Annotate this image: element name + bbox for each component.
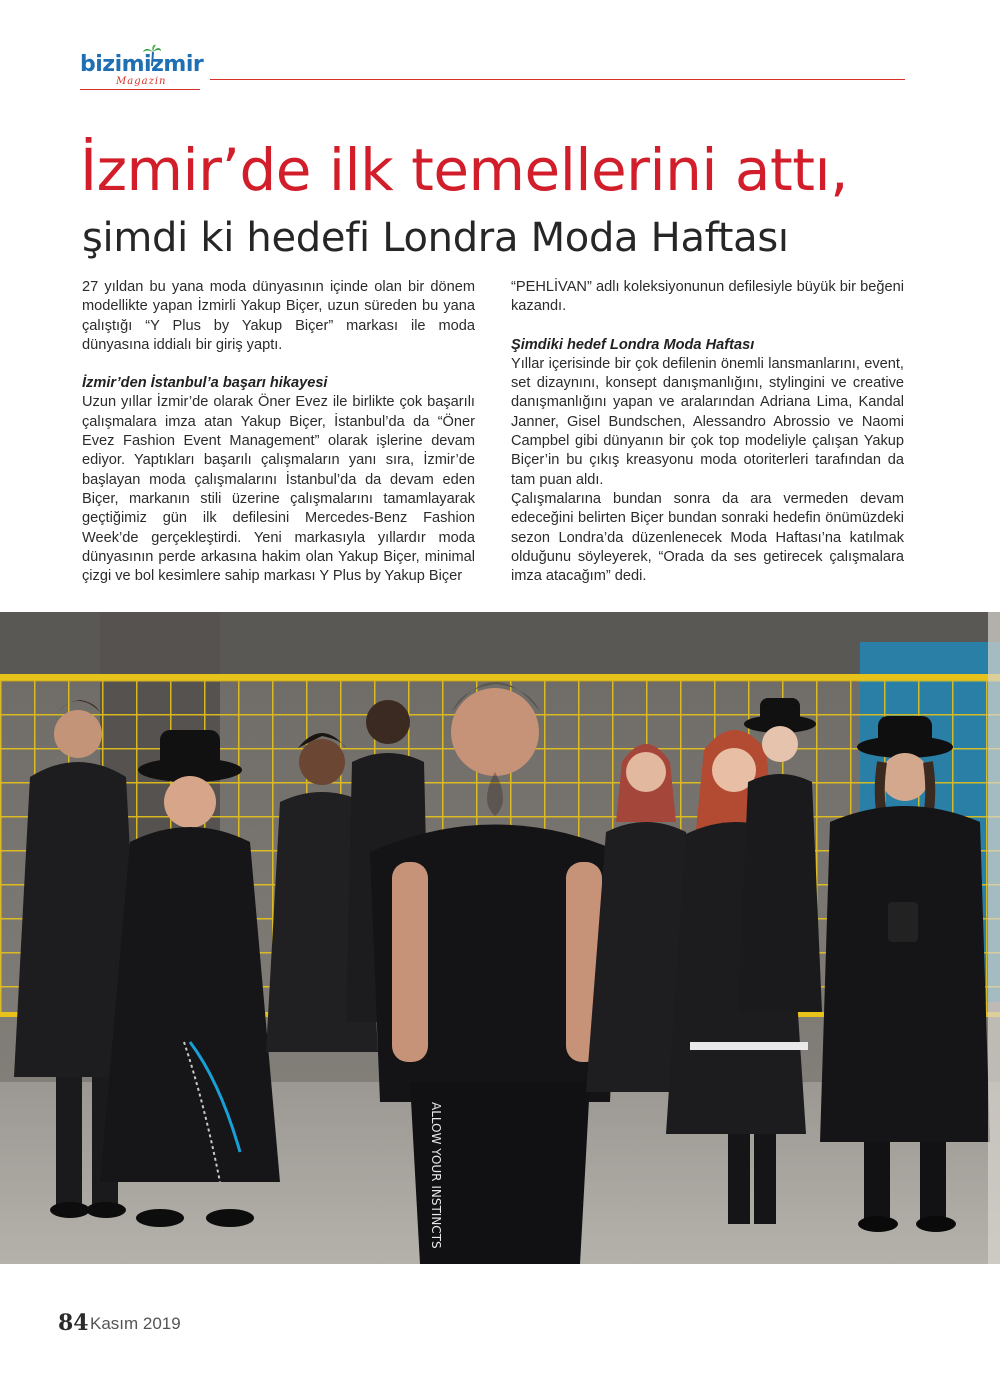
article-paragraph: “PEHLİVAN” adlı koleksiyonunun defilesiyle büyük bir beğeni kazandı.	[511, 279, 904, 315]
magazine-logo[interactable]	[80, 44, 220, 92]
palm-tree-icon	[142, 44, 162, 66]
page-number: 84	[58, 1310, 89, 1336]
shirt-print-text: ALLOW YOUR INSTINCTS	[429, 1102, 443, 1249]
logo-tagline: Magazin	[116, 76, 167, 87]
masthead	[80, 44, 910, 94]
photo-illustration	[0, 612, 1000, 1264]
article-paragraph: 27 yıldan bu yana moda dünyasının içinde olan bir dönem modellikte yapan İzmirli Yakup Biçer, uzun süreden bu yana çalıştığı “Y Plus by Yakup Biçer” markası ile moda dünyasına iddialı bir giriş yaptı.	[82, 279, 475, 353]
fashion-group-photo	[0, 612, 1000, 1264]
article-paragraph: Çalışmalarına bundan sonra da ara vermeden devam edeceğini belirten Biçer bundan sonraki hedefin önümüzdeki sezon Londra’da düzenlenecek Moda Haftası’na katılmak olduğunu söyleyerek, “Orada da ses getirecek çalışmalara imza atacağım” dedi.	[511, 490, 904, 585]
article-column-right	[511, 278, 904, 586]
article-column-left	[82, 278, 475, 586]
article-paragraph: Uzun yıllar İzmir’de olarak Öner Evez ile birlikte çok başarılı çalışmalara imza atan Yakup Biçer, İstanbul’da da “Öner Evez Fashion Event Management” olarak işlerine devam ediyor. Yaptıkları başarılı çalışmaların yanı sıra, İzmir’de başlayan moda çalışmalarını İstanbul’da da devam eden Biçer, markanın stili üzerine çalışmalarını tamamlayarak geçtiğimiz gün ilk defilesini Mercedes-Benz Fashion Week’de gerçekleştirdi. Yeni markasıyla yıllardır moda dünyasının perde arkasına hakim olan Yakup Biçer, minimal çizgi ve bol kesimlere sahip markası Y Plus by Yakup Biçer	[82, 394, 475, 585]
masthead-divider	[210, 79, 905, 80]
logo-wordmark: bizimizmir	[80, 52, 204, 77]
issue-date: Kasım 2019	[90, 1314, 181, 1333]
article-subhead: Şimdiki hedef Londra Moda Haftası	[511, 336, 755, 353]
headline-main: İzmir’de ilk temellerini attı,	[80, 136, 848, 204]
masthead-divider-short	[80, 89, 200, 90]
article-subhead: İzmir’den İstanbul’a başarı hikayesi	[82, 375, 328, 392]
article-paragraph: Yıllar içerisinde bir çok defilenin önemli lansmanlarını, event, set dizaynını, konsept danışmanlığını, stylingini ve creative danışmanlığını yapan ve aralarından Adriana Lima, Kandal Janner, Gisel Bundschen, Alessandro Abrossio ve Naomi Campbel gibi dünyanın bir çok top modeliyle çalışan Yakup Biçer’in bu çıkış kreasyonu moda otoriterleri tarafından da tam puan aldı.	[511, 355, 904, 488]
headline-sub: şimdi ki hedefi Londra Moda Haftası	[82, 215, 789, 261]
